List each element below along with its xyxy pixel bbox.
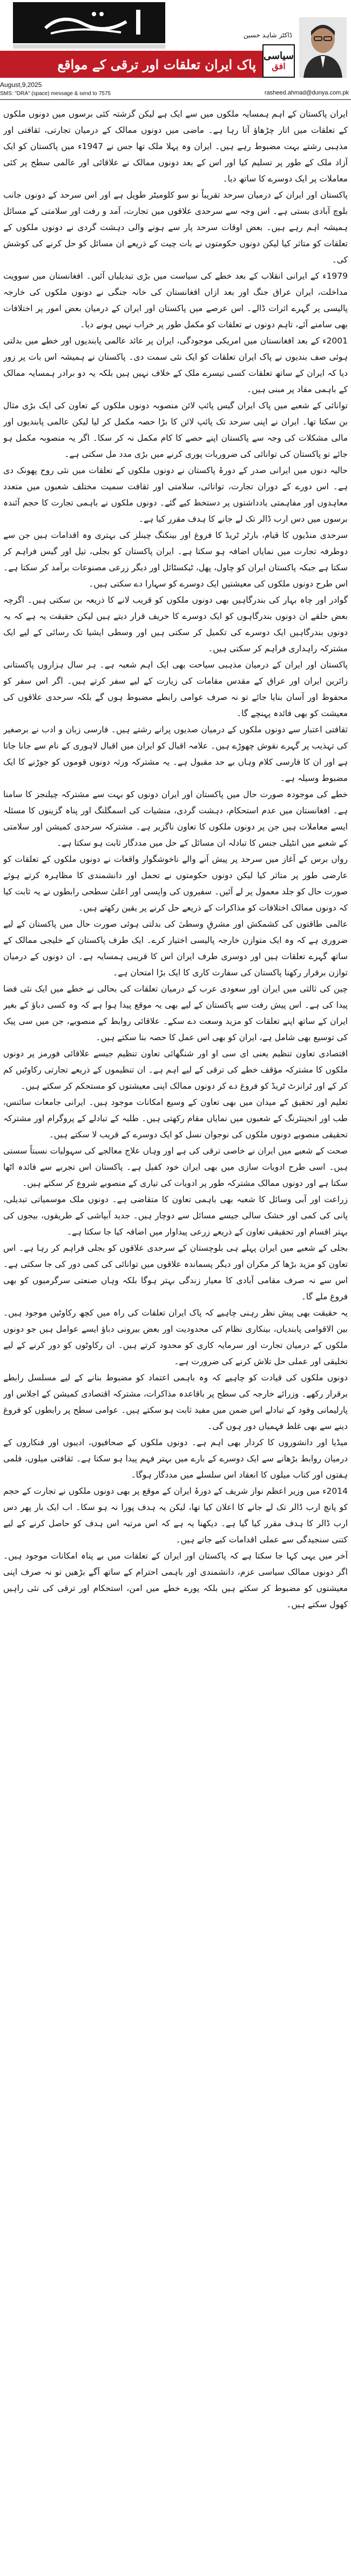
publish-date: August,9,2025 <box>0 81 42 89</box>
article-paragraph: 2014ء میں وزیر اعظم نواز شریف کے دورۂ ایران کے موقع پر بھی دونوں ملکوں نے تجارت کے حجم کو پانچ ارب ڈالر تک لے جانے کا اعلان کیا تھا، لیکن یہ ہدف پورا نہ ہو سکا۔ اب ایک بار پھر دس ارب ڈالر کا ہدف مقرر کیا گیا ہے۔ دیکھنا یہ ہے کہ اس مرتبہ اس ہدف کو حاصل کرنے کے لیے کتنی سنجیدگی سے عملی اقدامات کیے جاتے ہیں۔ <box>3 1486 348 1545</box>
article-paragraph: سرحدی منڈیوں کا قیام، بارٹر ٹریڈ کا فروغ اور بینکنگ چینلز کی بہتری وہ اقدامات ہیں جن سے دوطرفہ تجارت میں نمایاں اضافہ ہو سکتا ہے۔ ایران پاکستان کو بجلی، تیل اور گیس فراہم کر سکتا ہے جبکہ پاکستان ایران کو چاول، پھل، ٹیکسٹائل اور دیگر زرعی مصنوعات برآمد کر سکتا ہے۔ اس طرح دونوں ملکوں کی معیشتیں ایک دوسرے کو سہارا دے سکتی ہیں۔ <box>3 530 348 589</box>
column-name-badge <box>262 44 295 78</box>
article-paragraph: تعلیم اور تحقیق کے میدان میں بھی تعاون کے وسیع امکانات موجود ہیں۔ ایرانی جامعات سائنس، طب اور انجینئرنگ کے شعبوں میں نمایاں مقام رکھتی ہیں۔ طلبہ کے تبادلے کے پروگرام اور مشترکہ تحقیقی منصوبے دونوں ملکوں کی نوجوان نسل کو ایک دوسرے کے قریب لا سکتے ہیں۔ <box>3 1097 348 1139</box>
article-paragraph: ایران پاکستان کے اہم ہمسایہ ملکوں میں سے ایک ہے لیکن گزشتہ کئی برسوں میں دونوں ملکوں کے تعلقات میں اتار چڑھاؤ آتا رہا ہے۔ ماضی میں دونوں ممالک کے درمیان تجارتی، ثقافتی اور مذہبی رشتے بہت مضبوط رہے ہیں۔ ایران وہ پہلا ملک تھا جس نے 1947ء میں پاکستان کو ایک آزاد ملک کے طور پر تسلیم کیا اور اس کے بعد دونوں ممالک نے علاقائی اور عالمی سطح پر کئی معاملات پر ایک دوسرے کا ساتھ دیا۔ <box>3 109 348 184</box>
article-paragraph: 1979ء کے ایرانی انقلاب کے بعد خطے کی سیاست میں بڑی تبدیلیاں آئیں۔ افغانستان میں سوویت مداخلت، ایران عراق جنگ اور بعد ازاں افغانستان کی خانہ جنگی نے دونوں ملکوں کی خارجہ پالیسی پر گہرے اثرات ڈالے۔ اس عرصے میں پاکستان اور ایران کے درمیان بعض امور پر اختلافات بھی سامنے آئے، تاہم دونوں نے تعلقات کو مکمل طور پر خراب نہیں ہونے دیا۔ <box>3 271 348 329</box>
article-paragraph: 2001ء کے بعد افغانستان میں امریکی موجودگی، ایران پر عائد عالمی پابندیوں اور خطے میں بدلتی ہوئی صف بندیوں نے پاک ایران تعلقات کو ایک نئی سمت دی۔ پاکستان نے ہمیشہ اس بات پر زور دیا کہ ایران کے ساتھ تعلقات کسی تیسرے ملک کے خلاف نہیں ہیں بلکہ یہ دو برادر ہمسایہ ممالک کے باہمی مفاد پر مبنی ہیں۔ <box>3 336 348 394</box>
sms-instructions: SMS: "DRA" (space) message & send to 7575 <box>0 91 111 97</box>
author-portrait-graphic <box>299 17 347 78</box>
author-photo <box>299 17 347 78</box>
author-name: ڈاکٹر شاہد حسین <box>243 31 293 39</box>
article-paragraph: حالیہ دنوں میں ایرانی صدر کے دورۂ پاکستان نے دونوں ملکوں کے تعلقات میں نئی روح پھونک دی ہے۔ اس دورے کے دوران تجارت، توانائی، سلامتی اور ثقافت سمیت مختلف شعبوں میں متعدد معاہدوں اور مفاہمتی یادداشتوں پر دستخط کیے گئے۔ دونوں ملکوں نے باہمی تجارت کا حجم آئندہ برسوں میں دس ارب ڈالر تک لے جانے کا ہدف مقرر کیا ہے۔ <box>3 466 348 524</box>
column-header <box>0 0 351 77</box>
article-paragraph: بجلی کے شعبے میں ایران پہلے ہی بلوچستان کے سرحدی علاقوں کو بجلی فراہم کر رہا ہے۔ اس تعاون کو مزید بڑھا کر مکران اور دیگر پسماندہ علاقوں میں توانائی کی کمی دور کی جا سکتی ہے۔ اس سے نہ صرف مقامی آبادی کا معیار زندگی بہتر ہوگا بلکہ وہاں صنعتی سرگرمیوں کو بھی فروغ ملے گا۔ <box>3 1243 348 1302</box>
article-paragraph: عالمی طاقتوں کی کشمکش اور مشرقِ وسطیٰ کی بدلتی ہوئی صورت حال میں پاکستان کے لیے ضروری ہے کہ وہ ایک متوازن خارجہ پالیسی اختیار کرے۔ ایک طرف پاکستان کے خلیجی ممالک کے ساتھ گہرے تعلقات ہیں اور دوسری طرف ایران اس کا قریبی ہمسایہ ہے۔ ان دونوں کے درمیان توازن برقرار رکھنا پاکستان کی سفارت کاری کا ایک بڑا امتحان ہے۔ <box>3 919 348 977</box>
article-paragraph: صحت کے شعبے میں ایران نے خاصی ترقی کی ہے اور وہاں علاج معالجے کی سہولیات نسبتاً سستی ہیں۔ اسی طرح ادویات سازی میں بھی ایران خود کفیل ہے۔ پاکستان اس تجربے سے فائدہ اٹھا سکتا ہے اور دونوں ممالک مشترکہ طور پر ادویات کی تیاری کے منصوبے شروع کر سکتے ہیں۔ <box>3 1146 348 1188</box>
article-paragraph: اقتصادی تعاون تنظیم یعنی ای سی او اور شنگھائی تعاون تنظیم جیسے علاقائی فورمز پر دونوں ملکوں کا مشترکہ مؤقف خطے کی ترقی کے لیے اہم ہے۔ ان تنظیموں کے ذریعے تجارتی رکاوٹیں کم کر کے اور ٹرانزٹ ٹریڈ کو فروغ دے کر دونوں ممالک اپنی معیشتوں کو مستحکم کر سکتے ہیں۔ <box>3 1049 348 1091</box>
article-paragraph: رواں برس کے آغاز میں سرحد پر پیش آنے والے ناخوشگوار واقعات نے دونوں ملکوں کے تعلقات کو عارضی طور پر متاثر کیا لیکن دونوں حکومتوں نے تحمل اور دانشمندی کا مظاہرہ کرتے ہوئے صورت حال کو جلد معمول پر لے آئیں۔ سفیروں کی واپسی اور اعلیٰ سطحی رابطوں نے یہ ثابت کیا کہ دونوں ممالک اختلافات کو مذاکرات کے ذریعے حل کرنے پر یقین رکھتے ہیں۔ <box>3 854 348 913</box>
column-name-line2: افق <box>272 61 286 71</box>
article-paragraph: دونوں ملکوں کی قیادت کو چاہیے کہ وہ باہمی اعتماد کو مضبوط بنانے کے لیے مسلسل رابطے برقرار رکھے۔ وزرائے خارجہ کی سطح پر باقاعدہ مذاکرات، مشترکہ اقتصادی کمیشن کے اجلاس اور پارلیمانی وفود کے تبادلے اس ضمن میں مفید ثابت ہو سکتے ہیں۔ عوامی سطح پر رابطوں کو فروغ دینے سے بھی غلط فہمیاں دور ہوں گی۔ <box>3 1373 348 1431</box>
article-paragraph: پاکستان اور ایران کے درمیان سرحد تقریباً نو سو کلومیٹر طویل ہے اور اس سرحد کے دونوں جانب بلوچ آبادی بستی ہے۔ اس وجہ سے سرحدی علاقوں میں تجارت، آمد و رفت اور سلامتی کے مسائل ہمیشہ اہم رہے ہیں۔ بعض اوقات سرحد پار سے ہونے والی دہشت گردی نے دونوں ملکوں کے تعلقات کو متاثر کیا لیکن دونوں حکومتوں نے بات چیت کے ذریعے ان مسائل کو حل کرنے کی کوشش کی۔ <box>3 190 348 265</box>
article-headline: پاک ایران تعلقات اور ترقی کے مواقع <box>57 56 256 72</box>
article-body <box>3 106 348 2568</box>
headline-bar <box>0 51 264 78</box>
article-paragraph: یہ حقیقت بھی پیش نظر رہنی چاہیے کہ پاک ایران تعلقات کی راہ میں کچھ رکاوٹیں موجود ہیں۔ بین الاقوامی پابندیاں، بینکاری نظام کی محدودیت اور بعض بیرونی دباؤ ایسے عوامل ہیں جو دونوں ملکوں کے درمیان تجارت اور سرمایہ کاری کو محدود کرتے ہیں۔ ان رکاوٹوں کو دور کرنے کے لیے تخلیقی اور عملی حل تلاش کرنے کی ضرورت ہے۔ <box>3 1308 348 1366</box>
article-paragraph: چین کی ثالثی میں ایران اور سعودی عرب کے درمیان تعلقات کی بحالی نے خطے میں ایک نئی فضا پیدا کی ہے۔ اس پیش رفت سے پاکستان کے لیے بھی یہ موقع پیدا ہوا ہے کہ وہ کسی دباؤ کے بغیر ایران کے ساتھ اپنے تعلقات کو مزید وسعت دے سکے۔ علاقائی روابط کے منصوبے، جن میں سی پیک کی توسیع بھی شامل ہے، ایران کو بھی اس عمل کا حصہ بنا سکتے ہیں۔ <box>3 984 348 1042</box>
article-paragraph: آخر میں یہی کہا جا سکتا ہے کہ پاکستان اور ایران کے تعلقات میں بے پناہ امکانات موجود ہیں۔ اگر دونوں ممالک سیاسی عزم، دانشمندی اور باہمی احترام کے ساتھ آگے بڑھیں تو نہ صرف اپنی معیشتوں کو مضبوط کر سکتے ہیں بلکہ پورے خطے میں امن، استحکام اور ترقی کی نئی راہیں کھول سکتے ہیں۔ <box>3 1551 348 1609</box>
article-paragraph: خطے کی موجودہ صورت حال میں پاکستان اور ایران دونوں کو بہت سے مشترکہ چیلنجز کا سامنا ہے۔ افغانستان میں عدم استحکام، دہشت گردی، منشیات کی اسمگلنگ اور پناہ گزینوں کا مسئلہ ایسے معاملات ہیں جن پر دونوں ملکوں کا تعاون ناگزیر ہے۔ مشترکہ سرحدی کمیشن اور سلامتی کے شعبے میں انٹیلی جنس کا تبادلہ ان مسائل کے حل میں مددگار ثابت ہو سکتا ہے۔ <box>3 790 348 848</box>
article-paragraph: میڈیا اور دانشوروں کا کردار بھی اہم ہے۔ دونوں ملکوں کے صحافیوں، ادیبوں اور فنکاروں کے درمیان روابط بڑھانے سے ایک دوسرے کے بارے میں بہتر فہم پیدا ہو سکتا ہے۔ ثقافتی میلوں، فلمی ہفتوں اور کتاب میلوں کا انعقاد اس سلسلے میں مددگار ہوگا۔ <box>3 1438 348 1480</box>
logo-underline <box>13 44 165 49</box>
article-paragraph: گوادر اور چاہ بہار کی بندرگاہیں بھی دونوں ملکوں کو قریب لانے کا ذریعہ بن سکتی ہیں۔ اگرچہ بعض حلقے ان دونوں بندرگاہوں کو ایک دوسرے کا حریف قرار دیتے ہیں لیکن حقیقت یہ ہے کہ یہ دونوں بندرگاہیں ایک دوسرے کی تکمیل کر سکتی ہیں اور وسطی ایشیا تک رسائی کے لیے ایک مشترکہ راہداری فراہم کر سکتی ہیں۔ <box>3 595 348 653</box>
author-email[interactable]: rasheed.ahmad@dunya.com.pk <box>264 90 349 96</box>
article-paragraph: زراعت اور آبی وسائل کا شعبہ بھی باہمی تعاون کا متقاضی ہے۔ دونوں ملک موسمیاتی تبدیلی، پانی کی کمی اور خشک سالی جیسے مسائل سے دوچار ہیں۔ جدید آبپاشی کے طریقوں، بیجوں کی بہتر اقسام اور تحقیقی تعاون کے ذریعے زرعی پیداوار میں اضافہ کیا جا سکتا ہے۔ <box>3 1195 348 1237</box>
article-paragraph: توانائی کے شعبے میں پاک ایران گیس پائپ لائن منصوبہ دونوں ملکوں کے تعاون کی ایک بڑی مثال بن سکتا تھا۔ ایران نے اپنی سرحد تک پائپ لائن کا بڑا حصہ مکمل کر لیا لیکن عالمی پابندیوں اور مالی مشکلات کی وجہ سے پاکستان اپنے حصے کا کام مکمل نہ کر سکا۔ اگر یہ منصوبہ مکمل ہو جائے تو پاکستان کی توانائی کی ضروریات پوری کرنے میں بڑی مدد مل سکتی ہے۔ <box>3 401 348 459</box>
article-paragraph: پاکستان اور ایران کے درمیان مذہبی سیاحت بھی ایک اہم شعبہ ہے۔ ہر سال ہزاروں پاکستانی زائرین ایران اور عراق کے مقدس مقامات کی زیارت کے لیے سفر کرتے ہیں۔ اگر اس سفر کو محفوظ اور آسان بنایا جائے تو نہ صرف عوامی رابطے مضبوط ہوں گے بلکہ سرحدی علاقوں کی معیشت کو بھی فائدہ پہنچے گا۔ <box>3 660 348 718</box>
logo-graphic <box>13 2 165 43</box>
header-divider <box>0 99 351 100</box>
newspaper-logo <box>13 2 165 43</box>
article-paragraph: ثقافتی اعتبار سے دونوں ملکوں کے درمیان صدیوں پرانے رشتے ہیں۔ فارسی زبان و ادب نے برصغیر کی تہذیب پر گہرے نقوش چھوڑے ہیں۔ علامہ اقبال کو ایران میں اقبال لاہوری کے نام سے جانا جاتا ہے اور ان کا فارسی کلام وہاں بے حد مقبول ہے۔ یہ مشترکہ ورثہ دونوں قوموں کو جوڑنے کا ایک مضبوط وسیلہ ہے۔ <box>3 725 348 783</box>
column-name-line1: سیاسی <box>263 50 294 62</box>
